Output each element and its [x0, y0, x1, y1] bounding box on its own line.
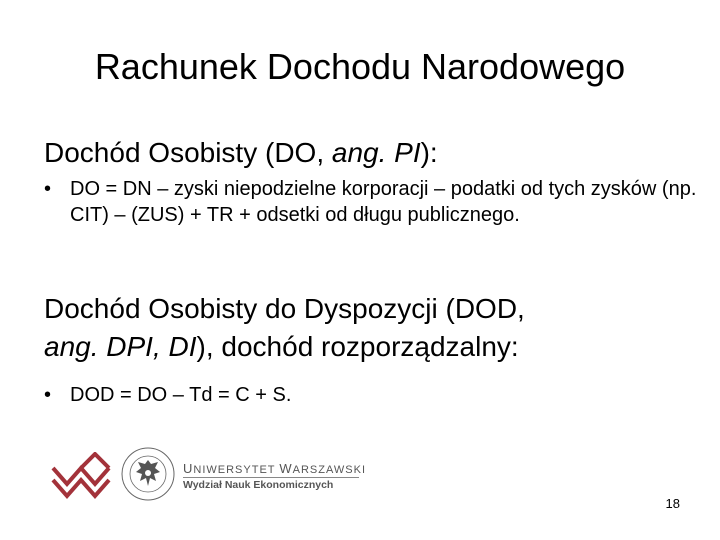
heading-text: ), dochód rozporządzalny:	[196, 331, 519, 362]
bullet-symbol: •	[44, 384, 52, 406]
page-number: 18	[665, 496, 680, 511]
heading-text: Dochód Osobisty do Dyspozycji (DOD,	[44, 293, 525, 324]
university-name	[183, 462, 366, 477]
heading-italic-text: ang. DPI, DI	[44, 331, 197, 362]
university-initial: U	[183, 461, 194, 476]
heading-italic-text: ang. PI	[331, 137, 421, 168]
heading-text: ):	[420, 137, 438, 168]
faculty-w-logo-icon	[50, 452, 112, 500]
bullet-symbol: •	[44, 178, 52, 200]
slide-title: Rachunek Dochodu Narodowego	[94, 46, 626, 87]
section-heading-personal-income	[44, 134, 694, 172]
heading-text: Dochód Osobisty (DO,	[44, 137, 332, 168]
university-text: NIWERSYTET	[193, 464, 280, 476]
bullet-personal-income-formula	[44, 176, 704, 228]
bullet-disposable-income-formula	[44, 382, 704, 408]
university-initial: W	[279, 461, 293, 476]
university-seal-icon	[120, 446, 176, 502]
university-text: ARSZAWSKI	[292, 464, 367, 476]
bullet-text: DO = DN – zyski niepodzielne korporacji – podatki od tych zysków (np. CIT) – (ZUS) + TR + odsetki od długu publicznego.	[70, 178, 697, 226]
section-heading-disposable-income	[44, 290, 694, 366]
faculty-name: Wydział Nauk Ekonomicznych	[183, 479, 334, 491]
bullet-text: DOD = DO – Td = C + S.	[70, 384, 292, 406]
